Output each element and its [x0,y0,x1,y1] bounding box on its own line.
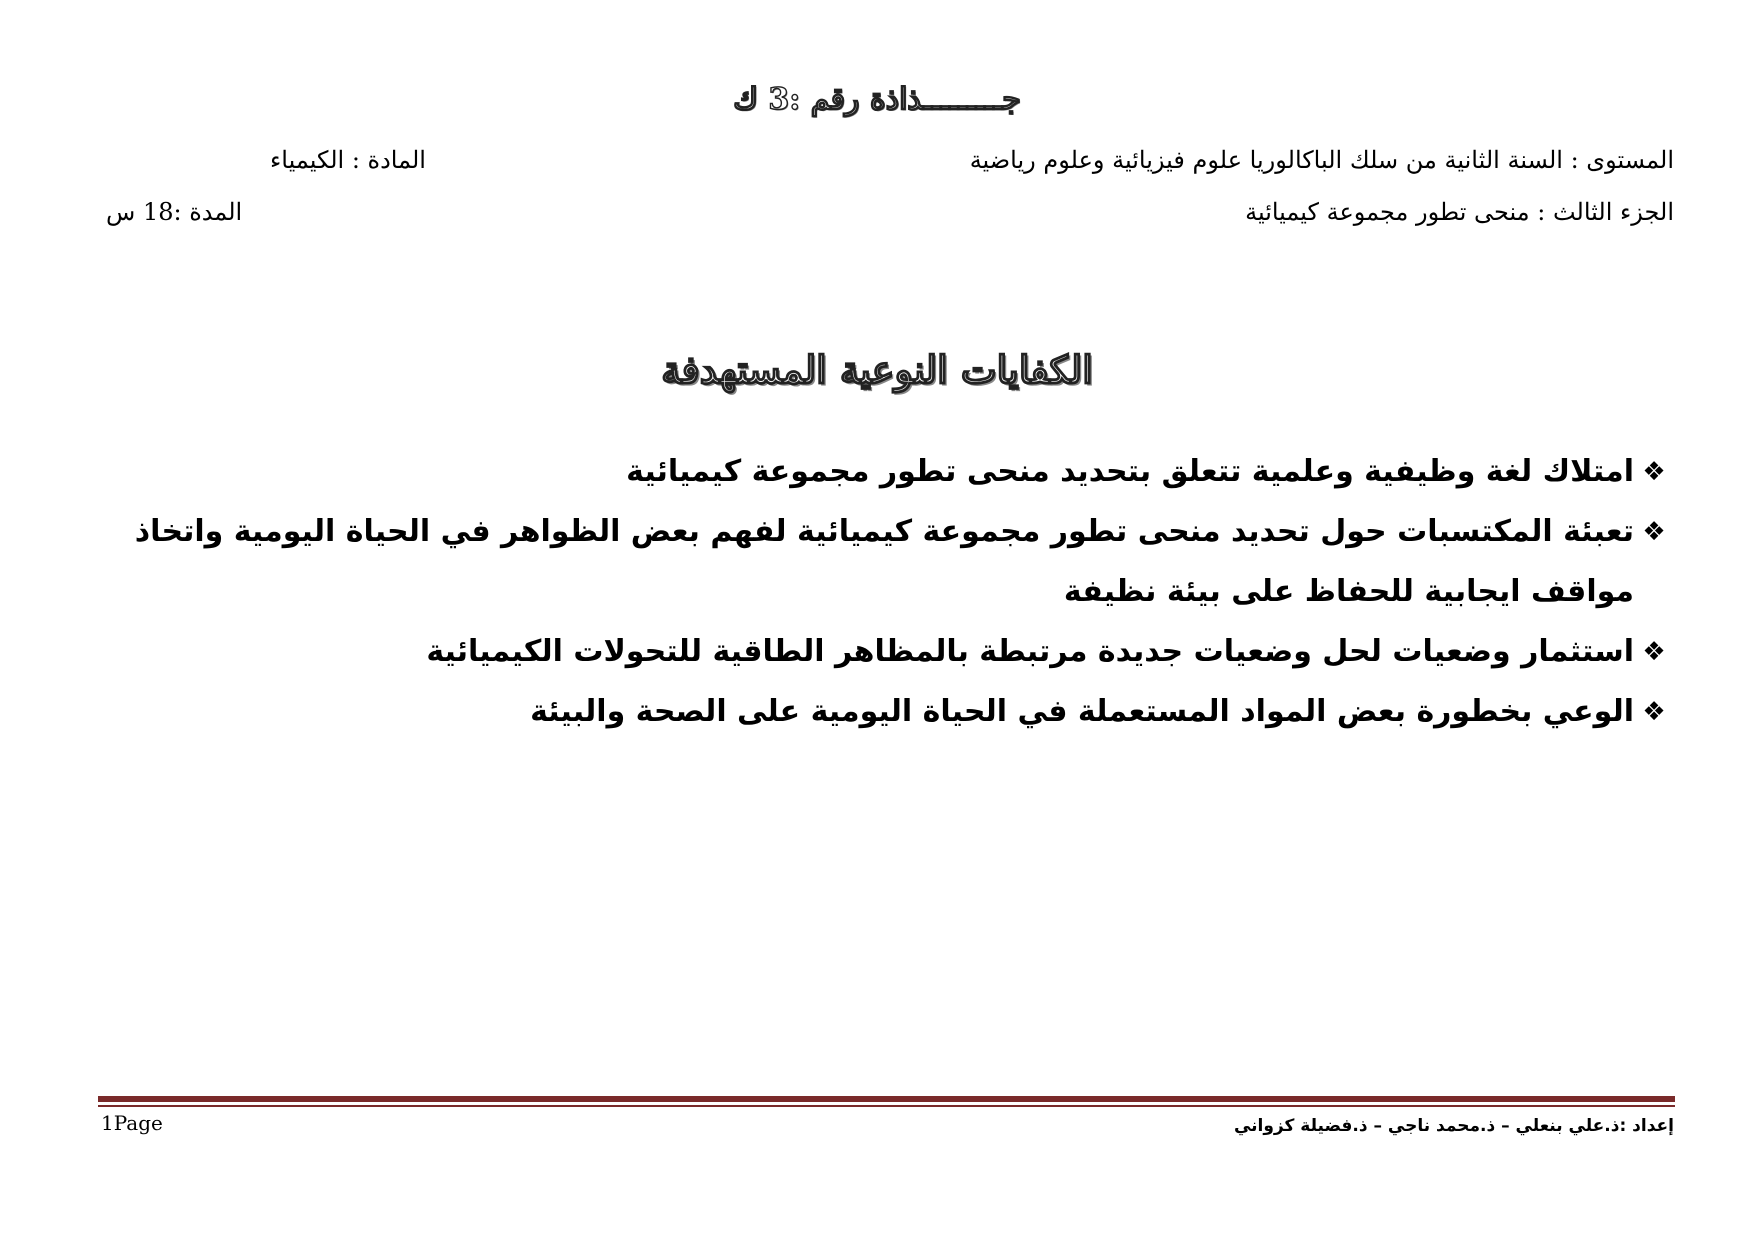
competencies-list [34,442,1674,742]
page-number: 1Page [101,1111,163,1135]
list-item [34,622,1674,682]
document-title: جـــــــــذاذة رقم :3 ك [733,82,1021,117]
list-item [34,502,1674,622]
footer-divider-thin [98,1105,1675,1107]
diamond-bullet-icon: ❖ [1642,697,1666,727]
diamond-bullet-icon: ❖ [1642,517,1666,547]
competency-text: استثمار وضعيات لحل وضعيات جديدة مرتبطة بالمظاهر الطاقية للتحولات الكيميائية [426,634,1634,669]
authors-credit: إعداد :ذ.علي بنعلي – ذ.محمد ناجي – ذ.فضيلة كزواني [1233,1116,1674,1136]
footer-divider [98,1096,1675,1102]
competency-text: تعبئة المكتسبات حول تحديد منحى تطور مجموعة كيميائية لفهم بعض الظواهر في الحياة اليومية واتخاذ مواقف ايجابية للحفاظ على بيئة نظيفة [134,514,1634,609]
diamond-bullet-icon: ❖ [1642,457,1666,487]
duration-label: المدة :18 س [106,198,243,226]
list-item [34,682,1674,742]
level-label: المستوى : السنة الثانية من سلك الباكالوريا علوم فيزيائية وعلوم رياضية [969,146,1674,174]
competency-text: امتلاك لغة وظيفية وعلمية تتعلق بتحديد منحى تطور مجموعة كيميائية [626,454,1634,489]
subject-label: المادة : الكيمياء [270,146,426,174]
competency-text: الوعي بخطورة بعض المواد المستعملة في الحياة اليومية على الصحة والبيئة [530,694,1634,729]
diamond-bullet-icon: ❖ [1642,637,1666,667]
part-label: الجزء الثالث : منحى تطور مجموعة كيميائية [1245,198,1674,226]
list-item [34,442,1674,502]
section-heading: الكفايات النوعية المستهدفة [661,347,1093,392]
